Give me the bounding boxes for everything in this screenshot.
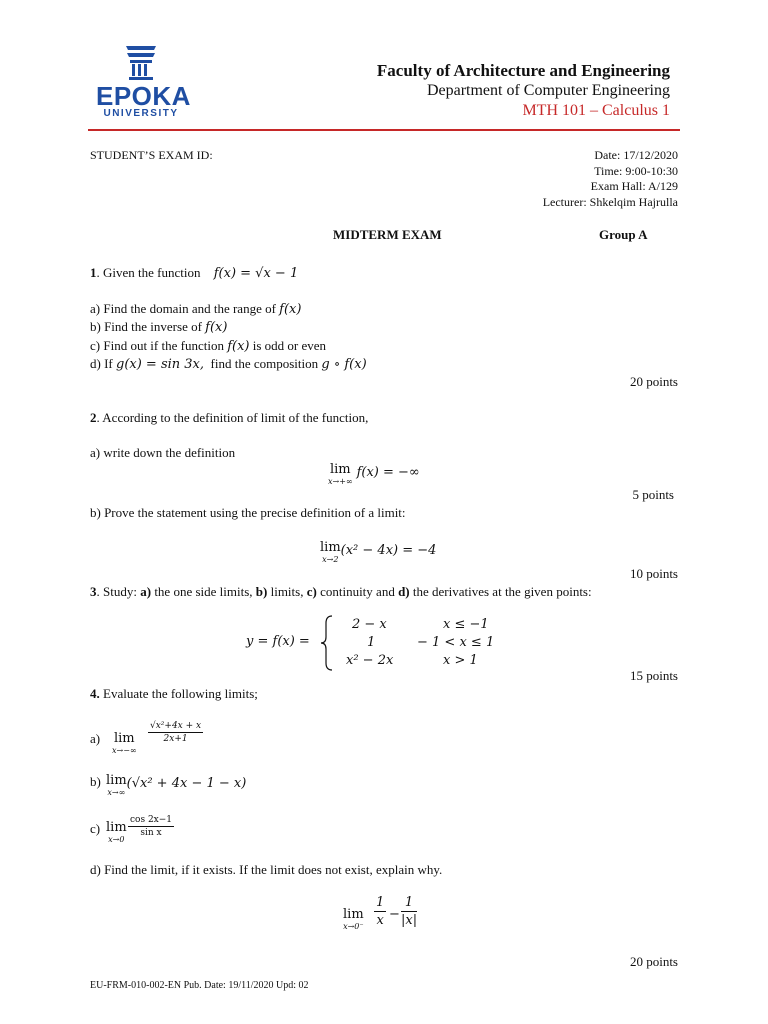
- q2-b-points: 10 points: [629, 566, 678, 581]
- q1-points: 20 points: [629, 374, 678, 389]
- exam-group: Group A: [599, 227, 648, 242]
- q3-points: 15 points: [629, 668, 678, 683]
- q4-a-fraction: $\frac{\text{√x²+4x + x}}{2x+1}$: [150, 721, 202, 744]
- header-rule: [88, 129, 680, 131]
- q4-c-label: c): [90, 821, 101, 836]
- left-brace-icon: [319, 615, 335, 671]
- q1-b: b) Find the inverse of f(x): [90, 319, 228, 335]
- q4-b-label: b): [90, 774, 101, 789]
- q4-c-fraction: $\frac{\cos 2x-1}{\text{sin x}}$: [130, 815, 173, 838]
- q1-c: c) Find out if the function f(x) is odd or even: [90, 338, 327, 354]
- q4-d-fraction-1: $\frac{1}{x}$: [376, 895, 385, 928]
- q2-a: a) write down the definition: [90, 445, 236, 460]
- student-id-label: STUDENT’S EXAM ID:: [90, 148, 213, 162]
- logo-emblem-icon: [96, 44, 186, 84]
- q2-number: 2: [90, 410, 97, 425]
- q2-a-points: 5 points: [632, 487, 674, 502]
- q3-case-3-cond: x > 1: [443, 653, 478, 668]
- logo-name: EPOKA: [96, 81, 191, 111]
- q3-case-1-expr: 2 − x: [352, 617, 387, 632]
- q3-case-3-expr: x² − 2x: [346, 653, 394, 668]
- q2-a-limit: lim x→+∞ f(x) = −∞: [328, 462, 420, 486]
- q2-b: b) Prove the statement using the precise definition of a limit:: [90, 505, 406, 520]
- footer-form-code: EU-FRM-010-002-EN Pub. Date: 19/11/2020 Upd: 02: [90, 980, 309, 991]
- q3-case-1-cond: x ≤ −1: [443, 617, 489, 632]
- q3-case-2-cond: − 1 < x ≤ 1: [417, 635, 495, 650]
- exam-date: Date: 17/12/2020: [594, 148, 678, 162]
- faculty-title: Faculty of Architecture and Engineering: [376, 61, 670, 80]
- exam-lecturer: Lecturer: Shkelqim Hajrulla: [542, 194, 678, 209]
- q1-a: a) Find the domain and the range of f(x): [90, 301, 302, 317]
- q4-a-limit: lim x→−∞: [112, 731, 137, 755]
- logo-subtitle: UNIVERSITY: [103, 108, 179, 119]
- department-title: Department of Computer Engineering: [426, 82, 670, 99]
- q4-d-text: d) Find the limit, if it exists. If the limit does not exist, explain why.: [90, 862, 443, 877]
- university-logo: [96, 44, 191, 122]
- q3-case-2-expr: 1: [367, 635, 376, 650]
- q3-lhs: y = f(x) =: [246, 634, 310, 649]
- q4-d-fraction-2: $\frac{1}{|x|}$: [401, 895, 418, 928]
- exam-hall: Exam Hall: A/129: [590, 179, 678, 193]
- q3-brace: [319, 615, 335, 676]
- q2-intro: 2. According to the definition of limit of the function,: [90, 410, 369, 425]
- q4-points: 20 points: [629, 954, 678, 969]
- course-title: MTH 101 – Calculus 1: [522, 102, 670, 119]
- q4-b-limit: lim x→∞ (√x² + 4x − 1 − x): [106, 773, 247, 797]
- exam-time: Time: 9:00-10:30: [594, 163, 678, 178]
- q1-intro: 1. Given the function f(x) = √x − 1: [90, 265, 299, 281]
- q4-intro: 4. Evaluate the following limits;: [90, 686, 258, 701]
- q1-function: f(x) = √x − 1: [213, 266, 299, 281]
- q3-intro: 3. Study: a) the one side limits, b) limits, c) continuity and d) the derivatives at the given points:: [90, 584, 592, 599]
- q4-d-limit: lim x→0⁻: [343, 907, 364, 931]
- q1-number: 1: [90, 265, 97, 280]
- q4-a-label: a): [90, 731, 101, 746]
- q2-b-limit: lim x→2 (x² − 4x) = −4: [320, 540, 437, 564]
- q4-d-minus: −: [389, 907, 400, 922]
- q1-d: d) If g(x) = sin 3x, find the composition g ∘ f(x): [90, 356, 367, 372]
- q4-c-limit: lim x→0: [106, 820, 127, 844]
- exam-info: [543, 148, 678, 210]
- exam-title: MIDTERM EXAM: [333, 227, 442, 242]
